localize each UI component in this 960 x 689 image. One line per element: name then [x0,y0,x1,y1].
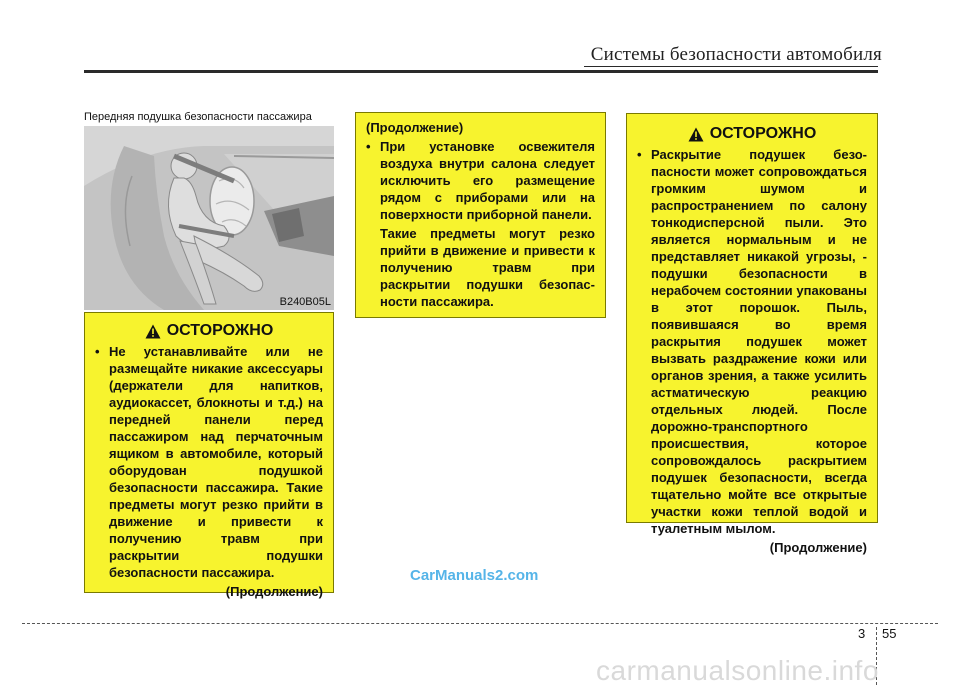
warning-bullet [637,146,867,537]
footer-dashed-rule [22,623,938,624]
warning-triangle-icon [688,127,704,142]
bullet-dot: • [637,147,642,162]
bullet-dot: • [366,139,371,154]
continued-label: (Продолжение) [769,540,867,555]
warning-heading-text: ОСТОРОЖНО [709,125,817,142]
chapter-number: 3 [858,626,866,641]
warning-heading [637,124,867,144]
warning-bullet [366,138,595,223]
warning-paragraph: Такие предметы могут резко прийти в движение и привести к получению травм при раскрытии подушки безопасности пассажира. [380,226,595,309]
warning-heading-text: ОСТОРОЖНО [166,322,274,339]
figure-code: B240B05L [279,296,331,308]
warning-heading [95,321,323,341]
passenger-airbag-illustration [84,126,334,310]
warning-box-right [626,113,878,555]
airbag-figure [84,110,334,310]
watermark-carmanualsonline: carmanualsonline.info [596,655,879,686]
page-number: 55 [882,626,897,641]
continued-top-label: (Продолжение) [366,120,464,135]
continued-label: (Продолжение) [225,584,323,599]
warning-box-middle [355,112,606,318]
page-header-title: Системы безопасности автомобиля [590,44,882,65]
warning-bullet [95,343,323,581]
figure-caption: Передняя подушка безопасности пассажира [84,111,312,123]
warning-box-left [84,312,334,599]
header-rule-thin [584,66,878,67]
warning-triangle-icon [145,324,161,339]
warning-bullet-text: Не устанавливайте или не размещайте никакие аксессуары (держатели для напитков, аудиокассет, блокноты и т.д.) на передней панели перед пассажиром над перчаточным ящиком в автомобиле, который оборудован подушкой безопасности пассажира. Такие предметы могут резко прийти в движение и привести к получению травм при раскрытии подушки безопасности пассажира. [109,344,323,580]
watermark-carmanuals2[interactable]: CarManuals2.com [410,567,539,584]
warning-bullet-text: При установке освежителя воздуха внутри салона следует исключить его размещение рядом с приборами или на поверхности приборной панели. [380,139,595,222]
header-rule [84,70,878,73]
bullet-dot: • [95,344,100,359]
airbag-illustration-svg [84,126,334,310]
warning-bullet-text: Раскрытие подушек безопасности может сопровождаться громким шумом и распространением по салону тонкодисперсной пыли. Это является нормальным и не представляет никакой угрозы, - подушки безопасности в нерабочем состоянии упакованы в этот порошок. Пыль, появившаяся во время раскрытия подушек может вызвать раздражение кожи или органов зрения, а также усилить астматическую реакцию отдельных людей. После дорожно-транспортного происшествия, которое сопровождалось раскрытием подушек безопасности, всегда тщательно мойте все открытые участки кожи теплой водой и туалетным мылом. [651,147,867,536]
